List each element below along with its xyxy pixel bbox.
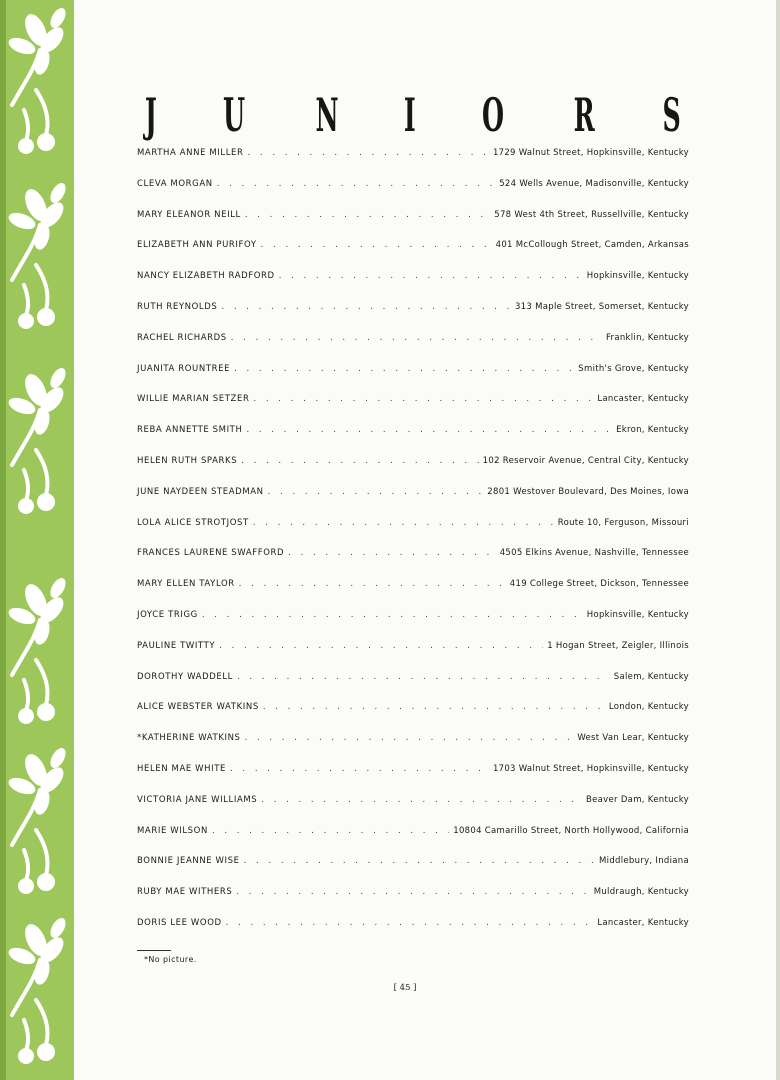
petal — [47, 745, 68, 770]
dot-leader — [231, 333, 602, 343]
student-address: West Van Lear, Kentucky — [577, 733, 689, 744]
petal — [47, 5, 68, 30]
berry — [37, 873, 55, 891]
student-entry — [137, 425, 689, 456]
dot-leader — [241, 456, 478, 466]
student-address: 313 Maple Street, Somerset, Kentucky — [515, 301, 689, 312]
title-letter: S — [662, 88, 681, 142]
student-entry — [137, 271, 689, 302]
student-name: MARY ELEANOR NEILL — [137, 209, 241, 220]
student-address: Lancaster, Kentucky — [597, 917, 689, 928]
flower-vine-decoration — [6, 0, 74, 1080]
student-name: HELEN RUTH SPARKS — [137, 455, 238, 466]
petal — [47, 365, 68, 390]
dot-leader — [244, 856, 595, 866]
dot-leader — [261, 795, 582, 805]
student-name: JUNE NAYDEEN STEADMAN — [137, 486, 264, 497]
student-address: 2801 Westover Boulevard, Des Moines, Iowa — [487, 486, 689, 497]
student-name: MARIE WILSON — [137, 825, 208, 836]
dot-leader — [212, 826, 449, 836]
student-entry — [137, 240, 689, 271]
student-entry — [137, 672, 689, 703]
student-name: ELIZABETH ANN PURIFOY — [137, 240, 257, 251]
dot-leader — [245, 733, 574, 743]
student-address: London, Kentucky — [608, 702, 689, 713]
student-entry — [137, 641, 689, 672]
student-address: 1703 Walnut Street, Hopkinsville, Kentucky — [492, 763, 689, 774]
student-entry — [137, 179, 689, 210]
title-letter: N — [315, 88, 339, 142]
dot-leader — [263, 702, 605, 712]
student-address: Lancaster, Kentucky — [597, 394, 689, 405]
student-name: REBA ANNETTE SMITH — [137, 425, 243, 436]
berry — [18, 138, 34, 154]
student-entry — [137, 148, 689, 179]
dot-leader — [246, 425, 612, 435]
student-name: RACHEL RICHARDS — [137, 332, 227, 343]
dot-leader — [202, 610, 583, 620]
petal — [32, 223, 52, 252]
student-entry — [137, 764, 689, 795]
title-letter: U — [222, 88, 245, 142]
dot-leader — [248, 148, 489, 158]
student-entry — [137, 795, 689, 826]
student-address: Beaver Dam, Kentucky — [586, 794, 689, 805]
berry — [18, 498, 34, 514]
dot-leader — [279, 271, 583, 281]
student-list — [137, 148, 689, 949]
title-letter: O — [481, 88, 504, 142]
student-address: Route 10, Ferguson, Missouri — [557, 517, 689, 528]
student-address: Middlebury, Indiana — [599, 856, 689, 867]
student-entry — [137, 610, 689, 641]
title-letter: J — [144, 88, 157, 142]
student-entry — [137, 364, 689, 395]
student-address: 1 Hogan Street, Zeigler, Illinois — [547, 640, 689, 651]
student-name: RUBY MAE WITHERS — [137, 887, 233, 898]
petal — [47, 180, 68, 205]
dot-leader — [219, 641, 543, 651]
dot-leader — [245, 210, 490, 220]
dot-leader — [268, 487, 484, 497]
student-entry — [137, 487, 689, 518]
student-entry — [137, 394, 689, 425]
petal — [32, 788, 52, 817]
student-address: 401 McCollough Street, Camden, Arkansas — [495, 240, 689, 251]
student-name: JOYCE TRIGG — [137, 609, 198, 620]
title-letter: I — [404, 88, 417, 142]
dot-leader — [230, 764, 489, 774]
student-name: VICTORIA JANE WILLIAMS — [137, 794, 258, 805]
berry — [37, 308, 55, 326]
footnote-rule — [137, 950, 171, 951]
berry — [37, 703, 55, 721]
footnote: *No picture. — [144, 955, 197, 964]
dot-leader — [239, 579, 506, 589]
petal — [47, 915, 68, 940]
student-entry — [137, 518, 689, 549]
student-entry — [137, 456, 689, 487]
dot-leader — [234, 364, 574, 374]
student-name: PAULINE TWITTY — [137, 640, 216, 651]
student-entry — [137, 333, 689, 364]
student-address: Franklin, Kentucky — [605, 332, 689, 343]
student-name: MARY ELLEN TAYLOR — [137, 579, 235, 590]
student-entry — [137, 918, 689, 949]
student-name: ALICE WEBSTER WATKINS — [137, 702, 259, 713]
student-address: 10804 Camarillo Street, North Hollywood, California — [453, 825, 689, 836]
student-address: Smith's Grove, Kentucky — [578, 363, 689, 374]
student-address: 102 Reservoir Avenue, Central City, Kentucky — [482, 455, 689, 466]
student-entry — [137, 887, 689, 918]
student-address: 4505 Elkins Avenue, Nashville, Tennessee — [499, 548, 689, 559]
floral-border — [0, 0, 74, 1080]
student-address: Hopkinsville, Kentucky — [586, 609, 689, 620]
student-entry — [137, 579, 689, 610]
student-entry — [137, 856, 689, 887]
berry — [18, 1048, 34, 1064]
dot-leader — [261, 240, 492, 250]
berry — [18, 313, 34, 329]
page-number: [ 45 ] — [393, 983, 417, 993]
dot-leader — [253, 394, 593, 404]
page-edge — [776, 0, 780, 1080]
student-address: Muldraugh, Kentucky — [593, 887, 689, 898]
student-entry — [137, 826, 689, 857]
student-name: WILLIE MARIAN SETZER — [137, 394, 250, 405]
petal — [47, 575, 68, 600]
student-entry — [137, 702, 689, 733]
berry — [18, 708, 34, 724]
petal — [32, 408, 52, 437]
page-title — [140, 68, 688, 142]
student-address: Hopkinsville, Kentucky — [586, 271, 689, 282]
student-name: CLEVA MORGAN — [137, 178, 213, 189]
dot-leader — [236, 887, 589, 897]
student-entry — [137, 302, 689, 333]
student-name: BONNIE JEANNE WISE — [137, 856, 240, 867]
petal — [32, 48, 52, 77]
student-address: 524 Wells Avenue, Madisonville, Kentucky — [499, 178, 689, 189]
student-address: 1729 Walnut Street, Hopkinsville, Kentucky — [492, 148, 689, 158]
student-name: DOROTHY WADDELL — [137, 671, 233, 682]
student-address: 419 College Street, Dickson, Tennessee — [509, 579, 689, 590]
berry — [37, 493, 55, 511]
dot-leader — [221, 302, 511, 312]
student-name: LOLA ALICE STROTJOST — [137, 517, 249, 528]
student-name: MARTHA ANNE MILLER — [137, 148, 244, 158]
student-name: NANCY ELIZABETH RADFORD — [137, 271, 275, 282]
petal — [32, 618, 52, 647]
berry — [37, 133, 55, 151]
dot-leader — [237, 672, 610, 682]
dot-leader — [253, 518, 554, 528]
dot-leader — [226, 918, 594, 928]
dot-leader — [288, 548, 496, 558]
student-name: DORIS LEE WOOD — [137, 917, 222, 928]
berry — [37, 1043, 55, 1061]
student-address: Salem, Kentucky — [613, 671, 689, 682]
student-name: HELEN MAE WHITE — [137, 763, 227, 774]
student-address: 578 West 4th Street, Russellville, Kentucky — [494, 209, 689, 220]
student-entry — [137, 548, 689, 579]
student-address: Ekron, Kentucky — [616, 425, 689, 436]
student-entry — [137, 210, 689, 241]
title-letter: R — [573, 88, 595, 142]
student-name: *KATHERINE WATKINS — [137, 733, 241, 744]
student-name: JUANITA ROUNTREE — [137, 363, 231, 374]
student-entry — [137, 733, 689, 764]
student-name: FRANCES LAURENE SWAFFORD — [137, 548, 285, 559]
dot-leader — [217, 179, 496, 189]
student-name: RUTH REYNOLDS — [137, 301, 218, 312]
berry — [18, 878, 34, 894]
